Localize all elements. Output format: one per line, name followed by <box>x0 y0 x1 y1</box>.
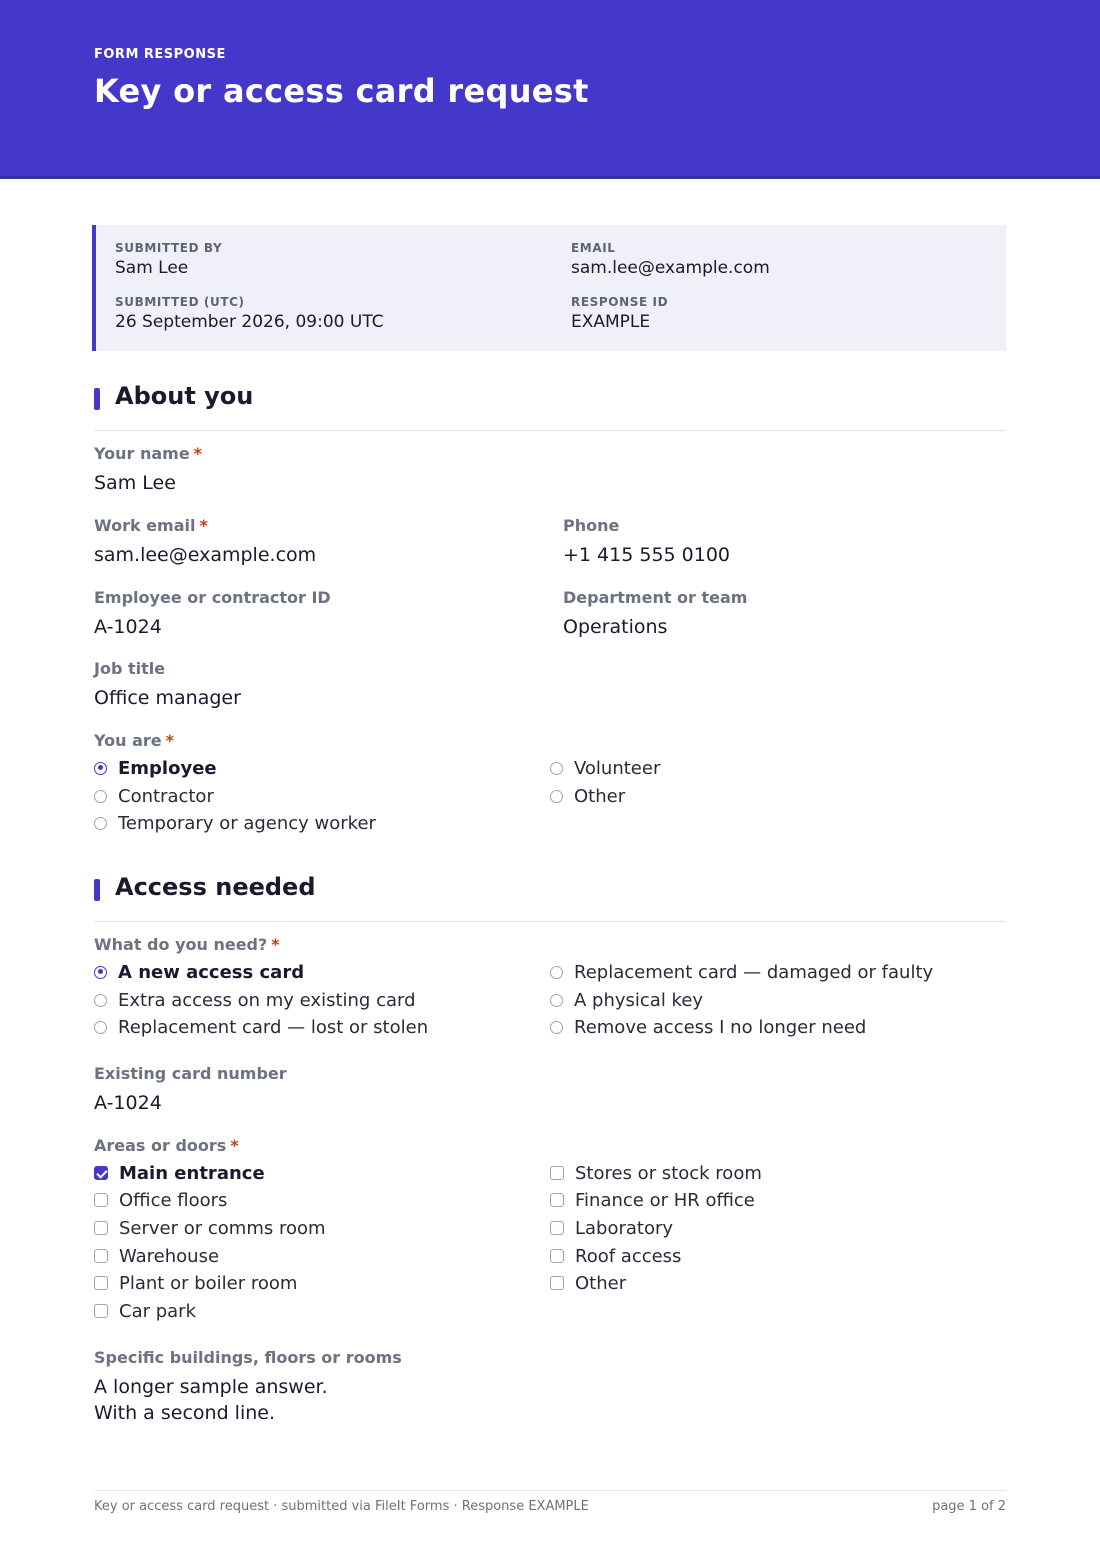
required-asterisk: * <box>230 1136 239 1155</box>
field-value: A-1024 <box>94 1092 162 1114</box>
checkbox-stores-room[interactable] <box>550 1161 762 1185</box>
option-label: Main entrance <box>119 1162 265 1184</box>
section-access-needed <box>94 875 1006 922</box>
radio-empty-icon <box>94 790 107 803</box>
field-label <box>94 444 202 464</box>
checkbox-empty-icon <box>94 1304 108 1318</box>
field-phone <box>563 516 730 568</box>
option-label: Contractor <box>118 785 214 807</box>
radio-empty-icon <box>94 994 107 1007</box>
checkbox-empty-icon <box>550 1276 564 1290</box>
radio-option-temporary[interactable] <box>94 811 376 835</box>
submitted-time-value: 26 September 2026, 09:00 UTC <box>115 312 384 332</box>
field-areas-doors <box>94 1136 239 1156</box>
radio-selected-icon <box>94 762 107 775</box>
section-title: Access needed <box>115 873 316 901</box>
section-about-you <box>94 384 1006 431</box>
required-asterisk: * <box>199 516 208 535</box>
radio-empty-icon <box>550 790 563 803</box>
field-department <box>563 588 747 640</box>
option-label: Laboratory <box>575 1217 674 1239</box>
field-label: Existing card number <box>94 1064 287 1083</box>
option-label: Office floors <box>119 1189 228 1211</box>
field-label: Job title <box>94 659 166 678</box>
response-id-value: EXAMPLE <box>571 312 651 332</box>
checkbox-office-floors[interactable] <box>94 1188 227 1212</box>
field-label: Employee or contractor ID <box>94 588 331 607</box>
radio-empty-icon <box>550 762 563 775</box>
checkbox-checked-icon <box>94 1166 108 1180</box>
field-value: Sam Lee <box>94 472 176 494</box>
radio-empty-icon <box>550 966 563 979</box>
radio-option-employee[interactable] <box>94 756 217 780</box>
response-id-label: RESPONSE ID <box>571 295 669 309</box>
checkbox-plant-room[interactable] <box>94 1271 297 1295</box>
field-your-name <box>94 444 202 496</box>
required-asterisk: * <box>193 444 203 463</box>
option-label: Extra access on my existing card <box>118 989 416 1011</box>
option-label: Temporary or agency worker <box>118 812 376 834</box>
option-label: Server or comms room <box>119 1217 326 1239</box>
checkbox-main-entrance[interactable] <box>94 1161 265 1185</box>
response-id <box>571 295 668 333</box>
radio-option-replacement-damaged[interactable] <box>550 960 933 984</box>
field-employee-id <box>94 588 331 640</box>
option-label: Roof access <box>575 1245 682 1267</box>
option-label: Stores or stock room <box>575 1162 762 1184</box>
radio-option-extra-access[interactable] <box>94 988 416 1012</box>
field-what-needed <box>94 935 280 955</box>
checkbox-empty-icon <box>94 1193 108 1207</box>
submitted-by <box>115 241 222 279</box>
checkbox-empty-icon <box>94 1249 108 1263</box>
radio-selected-icon <box>94 966 107 979</box>
form-eyebrow: FORM RESPONSE <box>94 47 226 62</box>
required-asterisk: * <box>271 935 280 954</box>
field-specific-locations <box>94 1348 402 1426</box>
option-label: Plant or boiler room <box>119 1272 298 1294</box>
field-value: +1 415 555 0100 <box>563 544 731 566</box>
checkbox-roof-access[interactable] <box>550 1244 681 1268</box>
option-label: Replacement card — damaged or faulty <box>574 961 934 983</box>
option-label: Car park <box>119 1300 197 1322</box>
checkbox-empty-icon <box>94 1276 108 1290</box>
checkbox-other[interactable] <box>550 1271 626 1295</box>
field-label: Department or team <box>563 588 748 607</box>
checkbox-warehouse[interactable] <box>94 1244 219 1268</box>
submission-meta <box>92 225 1006 351</box>
radio-option-new-card[interactable] <box>94 960 304 984</box>
label-text: What do you need? <box>94 935 268 954</box>
form-title: Key or access card request <box>94 72 589 110</box>
field-label: Specific buildings, floors or rooms <box>94 1348 402 1367</box>
option-label: Volunteer <box>574 757 661 779</box>
label-text: Your name <box>94 444 190 463</box>
radio-empty-icon <box>550 1021 563 1034</box>
section-accent-bar <box>94 879 100 901</box>
checkbox-car-park[interactable] <box>94 1299 196 1323</box>
meta-email <box>571 241 770 279</box>
label-text: Work email <box>94 516 196 535</box>
option-label: Warehouse <box>119 1245 220 1267</box>
field-work-email <box>94 516 316 568</box>
option-label: A new access card <box>118 961 305 983</box>
footer-info: Key or access card request · submitted via FileIt Forms · Response EXAMPLE <box>94 1499 589 1514</box>
field-label <box>94 731 174 751</box>
field-label: Phone <box>563 516 620 535</box>
section-title: About you <box>115 382 254 410</box>
radio-empty-icon <box>550 994 563 1007</box>
option-label: Finance or HR office <box>575 1189 755 1211</box>
radio-empty-icon <box>94 817 107 830</box>
meta-email-label: EMAIL <box>571 241 616 255</box>
checkbox-laboratory[interactable] <box>550 1216 673 1240</box>
radio-option-volunteer[interactable] <box>550 756 660 780</box>
submitted-time-label: SUBMITTED (UTC) <box>115 295 245 309</box>
section-accent-bar <box>94 388 100 410</box>
checkbox-empty-icon <box>550 1249 564 1263</box>
radio-option-replacement-lost[interactable] <box>94 1015 428 1039</box>
field-label <box>94 516 316 536</box>
checkbox-empty-icon <box>550 1221 564 1235</box>
field-value: A longer sample answer. With a second line. <box>94 1376 328 1424</box>
option-label: Other <box>574 785 626 807</box>
field-label <box>94 935 280 955</box>
field-job-title <box>94 659 241 711</box>
form-header <box>0 0 1100 179</box>
field-label <box>94 1136 239 1156</box>
label-text: You are <box>94 731 162 750</box>
option-label: Remove access I no longer need <box>574 1016 867 1038</box>
field-existing-card-number <box>94 1064 287 1116</box>
meta-email-value: sam.lee@example.com <box>571 258 770 278</box>
page-number: page 1 of 2 <box>932 1499 1006 1514</box>
field-you-are <box>94 731 174 751</box>
checkbox-empty-icon <box>550 1193 564 1207</box>
checkbox-empty-icon <box>550 1166 564 1180</box>
radio-empty-icon <box>94 1021 107 1034</box>
radio-option-other[interactable] <box>550 784 625 808</box>
submitted-by-value: Sam Lee <box>115 258 189 278</box>
radio-option-physical-key[interactable] <box>550 988 703 1012</box>
option-label: Replacement card — lost or stolen <box>118 1016 429 1038</box>
option-label: Employee <box>118 757 217 779</box>
required-asterisk: * <box>165 731 174 750</box>
checkbox-server-room[interactable] <box>94 1216 326 1240</box>
field-value: sam.lee@example.com <box>94 544 317 566</box>
checkbox-finance-hr[interactable] <box>550 1188 755 1212</box>
field-value: Operations <box>563 616 668 638</box>
label-text: Areas or doors <box>94 1136 227 1155</box>
submitted-by-label: SUBMITTED BY <box>115 241 223 255</box>
radio-option-remove-access[interactable] <box>550 1015 866 1039</box>
field-value: A-1024 <box>94 616 162 638</box>
option-label: Other <box>575 1272 627 1294</box>
option-label: A physical key <box>574 989 704 1011</box>
radio-option-contractor[interactable] <box>94 784 214 808</box>
checkbox-empty-icon <box>94 1221 108 1235</box>
field-value: Office manager <box>94 687 241 709</box>
submitted-time <box>115 295 384 333</box>
page-footer <box>94 1490 1006 1514</box>
